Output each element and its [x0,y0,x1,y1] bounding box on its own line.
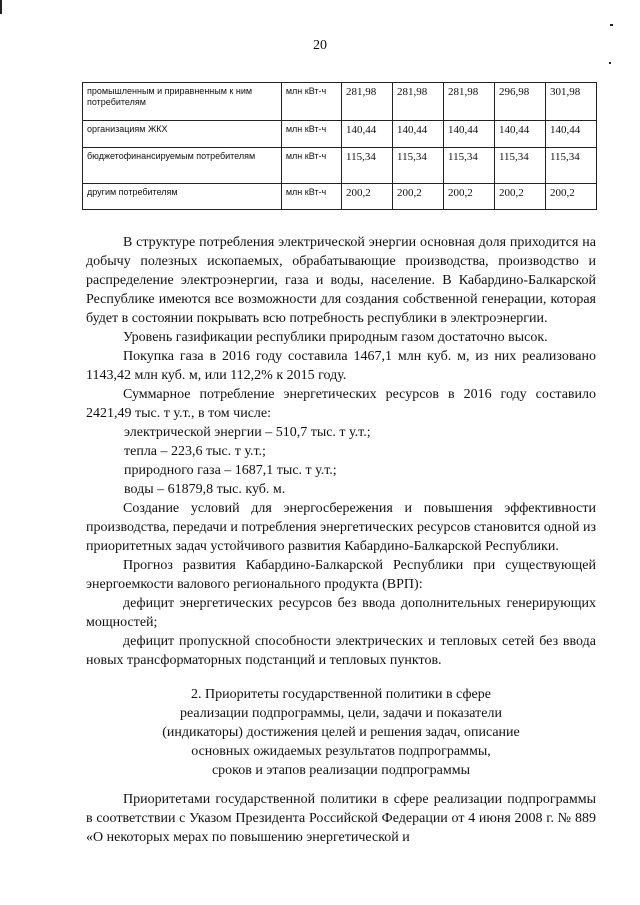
cell-value: 140,44 [393,121,444,148]
heading-line: 2. Приоритеты государственной политики в сфере [191,687,491,702]
cell-value: 140,44 [494,121,545,148]
cell-value: 115,34 [443,148,494,184]
consumption-table [82,82,597,210]
cell-value: 200,2 [342,184,393,210]
page-number: 20 [313,38,327,53]
cell-value: 200,2 [494,184,545,210]
heading-line: сроков и этапов реализации подпрограммы [211,763,471,778]
cell-value: 140,44 [342,121,393,148]
body-text [86,233,596,670]
cell-value: 115,34 [545,148,596,184]
closing-text [86,790,596,847]
paragraph: Приоритетами государственной политики в сфере реализации подпрограммы в соответствии с Указом Президента Российской Федерации от 4 июня 2008 г. № 889 «О некоторых мерах по повышению энергетической и [86,792,596,845]
paragraph: Прогноз развития Кабардино-Балкарской Республики при существующей энергоемкости валового регионального продукта (ВРП): [86,558,596,592]
cell-value: 281,98 [342,83,393,121]
scan-mark-left [0,0,2,14]
cell-value: 281,98 [393,83,444,121]
paragraph: В структуре потребления электрической энергии основная доля приходится на добычу полезных ископаемых, обрабатывающие производства, производство и распределение электроэнергии, газа и воды, население. В Кабардино-Балкарской Республике имеются все возможности для создания собственной генерации, которая будет в состоянии покрывать всю потребность республики в электроэнергии. [86,235,596,326]
paragraph: Уровень газификации республики природным газом достаточно высок. [123,330,548,345]
cell-value: 115,34 [393,148,444,184]
cell-value: 281,98 [443,83,494,121]
cell-value: 200,2 [545,184,596,210]
table-row [83,184,597,210]
row-unit: млн кВт-ч [281,148,341,184]
row-unit: млн кВт-ч [281,184,341,210]
table-row [83,121,597,148]
cell-value: 140,44 [545,121,596,148]
paragraph: Покупка газа в 2016 году составила 1467,1 млн куб. м, из них реализовано 1143,42 млн куб. м, или 112,2% к 2015 году. [86,349,596,383]
table-row [83,83,597,121]
cell-value: 115,34 [494,148,545,184]
cell-value: 140,44 [443,121,494,148]
paragraph: Суммарное потребление энергетических ресурсов в 2016 году составило 2421,49 тыс. т у.т., в том числе: [86,387,596,421]
table-row [83,148,597,184]
cell-value: 115,34 [342,148,393,184]
row-unit: млн кВт-ч [281,121,341,148]
row-unit: млн кВт-ч [281,83,341,121]
section-heading [86,685,596,780]
consumption-list-item: электрической энергии – 510,7 тыс. т у.т.; [124,425,371,440]
row-label: другим потребителям [83,184,282,210]
heading-line: основных ожидаемых результатов подпрограммы, [191,744,491,759]
row-label: промышленным и приравненным к ним потребителям [83,83,282,121]
cell-value: 200,2 [393,184,444,210]
row-label: бюджетофинансируемым потребителям [83,148,282,184]
paragraph: дефицит энергетических ресурсов без ввода дополнительных генерирующих мощностей; [86,596,596,630]
heading-line: (индикаторы) достижения целей и решения задач, описание [162,725,520,740]
paragraph: Создание условий для энергосбережения и повышения эффективности производства, передачи и потребления энергетических ресурсов становится одной из приоритетных задач устойчивого развития Кабардино-Балкарской Республики. [86,501,596,554]
cell-value: 296,98 [494,83,545,121]
consumption-list-item: воды – 61879,8 тыс. куб. м. [124,482,286,497]
consumption-list-item: тепла – 223,6 тыс. т у.т.; [124,444,266,459]
scan-mark-right [610,24,613,26]
paragraph: дефицит пропускной способности электрических и тепловых сетей без ввода новых трансформаторных подстанций и тепловых пунктов. [86,634,596,668]
scan-mark-right-2 [609,62,611,64]
consumption-list-item: природного газа – 1687,1 тыс. т у.т.; [124,463,337,478]
row-label: организациям ЖКХ [83,121,282,148]
cell-value: 200,2 [443,184,494,210]
cell-value: 301,98 [545,83,596,121]
heading-line: реализации подпрограммы, цели, задачи и показатели [180,706,502,721]
